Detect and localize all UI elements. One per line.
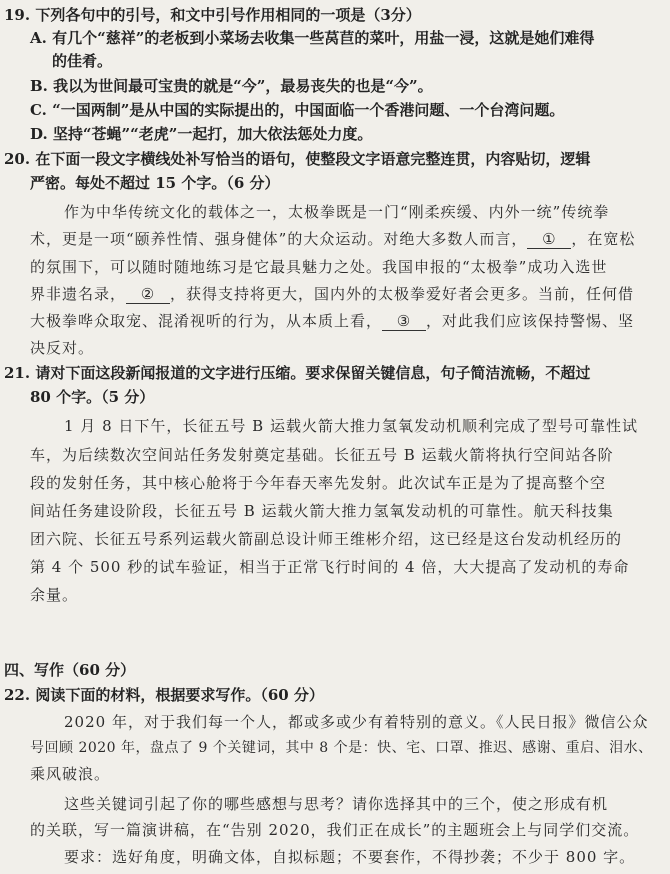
q19-option-a-cont: 的佳肴。 <box>52 52 113 70</box>
q20-stem: 20. 在下面一段文字横线处补写恰当的语句，使整段文字语意完整连贯，内容贴切，逻辑 <box>4 150 591 168</box>
q21-passage-line: 1 月 8 日下午，长征五号 B 运载火箭大推力氢氧发动机顺利完成了型号可靠性试 <box>64 417 638 435</box>
q19-option-b: B. 我以为世间最可宝贵的就是“今”，最易丧失的也是“今”。 <box>30 77 433 95</box>
q22-material-line: 2020 年，对于我们每一个人，都或多或少有着特别的意义。《人民日报》微信公众 <box>64 713 649 731</box>
q20-passage-line: 界非遗名录， ② ，获得支持将更大，国内外的太极拳爱好者会更多。当前，任何借 <box>30 285 635 303</box>
q21-passage-line: 余量。 <box>30 586 79 604</box>
q19-option-d: D. 坚持“苍蝇”“老虎”一起打，加大依法惩处力度。 <box>30 125 373 143</box>
q21-stem-cont: 80 个字。（5 分） <box>30 388 155 406</box>
section-title: 四、写作（60 分） <box>4 661 136 679</box>
answer-blank-3[interactable]: ③ <box>382 312 426 331</box>
q22-requirements: 要求：选好角度，明确文体，自拟标题；不要套作，不得抄袭；不少于 800 字。 <box>64 848 636 866</box>
answer-blank-2[interactable]: ② <box>126 285 170 304</box>
q20-stem-cont: 严密。每处不超过 15 个字。（6 分） <box>30 174 280 192</box>
q22-stem: 22. 阅读下面的材料，根据要求写作。（60 分） <box>4 686 324 704</box>
q22-material-line: 乘风破浪。 <box>30 765 111 783</box>
q21-passage-line: 第 4 个 500 秒的试车验证，相当于正常飞行时间的 4 倍，大大提高了发动机的寿命 <box>30 558 630 576</box>
q20-passage-line: 决反对。 <box>30 339 95 357</box>
q20-passage-line: 术，更是一项“颐养性情、强身健体”的大众运动。对绝大多数人而言， ① ，在宽松 <box>30 230 636 248</box>
q22-material-line: 号回顾 2020 年，盘点了 9 个关键词，其中 8 个是：快、宅、口罩、推迟、感谢、重启、泪水、 <box>30 740 653 756</box>
answer-blank-1[interactable]: ① <box>527 230 571 249</box>
q20-passage-line: 大极拳哗众取宠、混淆视听的行为，从本质上看， ③ ，对此我们应该保持警惕、坚 <box>30 312 635 330</box>
q21-passage-line: 车，为后续数次空间站任务发射奠定基础。长征五号 B 运载火箭将执行空间站各阶 <box>30 446 614 464</box>
q21-passage-line: 间站任务建设阶段，长征五号 B 运载火箭大推力氢氧发动机的可靠性。航天科技集 <box>30 502 614 520</box>
q22-task-line: 的关联，写一篇演讲稿，在“告别 2020，我们正在成长”的主题班会上与同学们交流。 <box>30 821 640 839</box>
q19-option-c: C. “一国两制”是从中国的实际提出的，中国面临一个香港问题、一个台湾问题。 <box>30 101 565 119</box>
q19-option-a: A. 有几个“慈祥”的老板到小菜场去收集一些莴苣的菜叶，用盐一浸，这就是她们难得 <box>30 29 595 47</box>
q20-passage-line: 的氛围下，可以随时随地练习是它最具魅力之处。我国申报的“太极拳”成功入选世 <box>30 258 608 276</box>
q21-passage-line: 团六院、长征五号系列运载火箭副总设计师王维彬介绍，这已经是这台发动机经历的 <box>30 530 623 548</box>
q21-stem: 21. 请对下面这段新闻报道的文字进行压缩。要求保留关键信息，句子简洁流畅，不超过 <box>4 364 591 382</box>
q21-passage-line: 段的发射任务，其中核心舱将于今年春天率先发射。此次试车正是为了提高整个空 <box>30 474 607 492</box>
q19-stem: 19. 下列各句中的引号，和文中引号作用相同的一项是（3分） <box>4 6 421 24</box>
q22-task-line: 这些关键词引起了你的哪些感想与思考？请你选择其中的三个，使之形成有机 <box>64 795 609 813</box>
q20-passage-line: 作为中华传统文化的载体之一，太极拳既是一门“刚柔疾缓、内外一统”传统拳 <box>64 203 610 221</box>
